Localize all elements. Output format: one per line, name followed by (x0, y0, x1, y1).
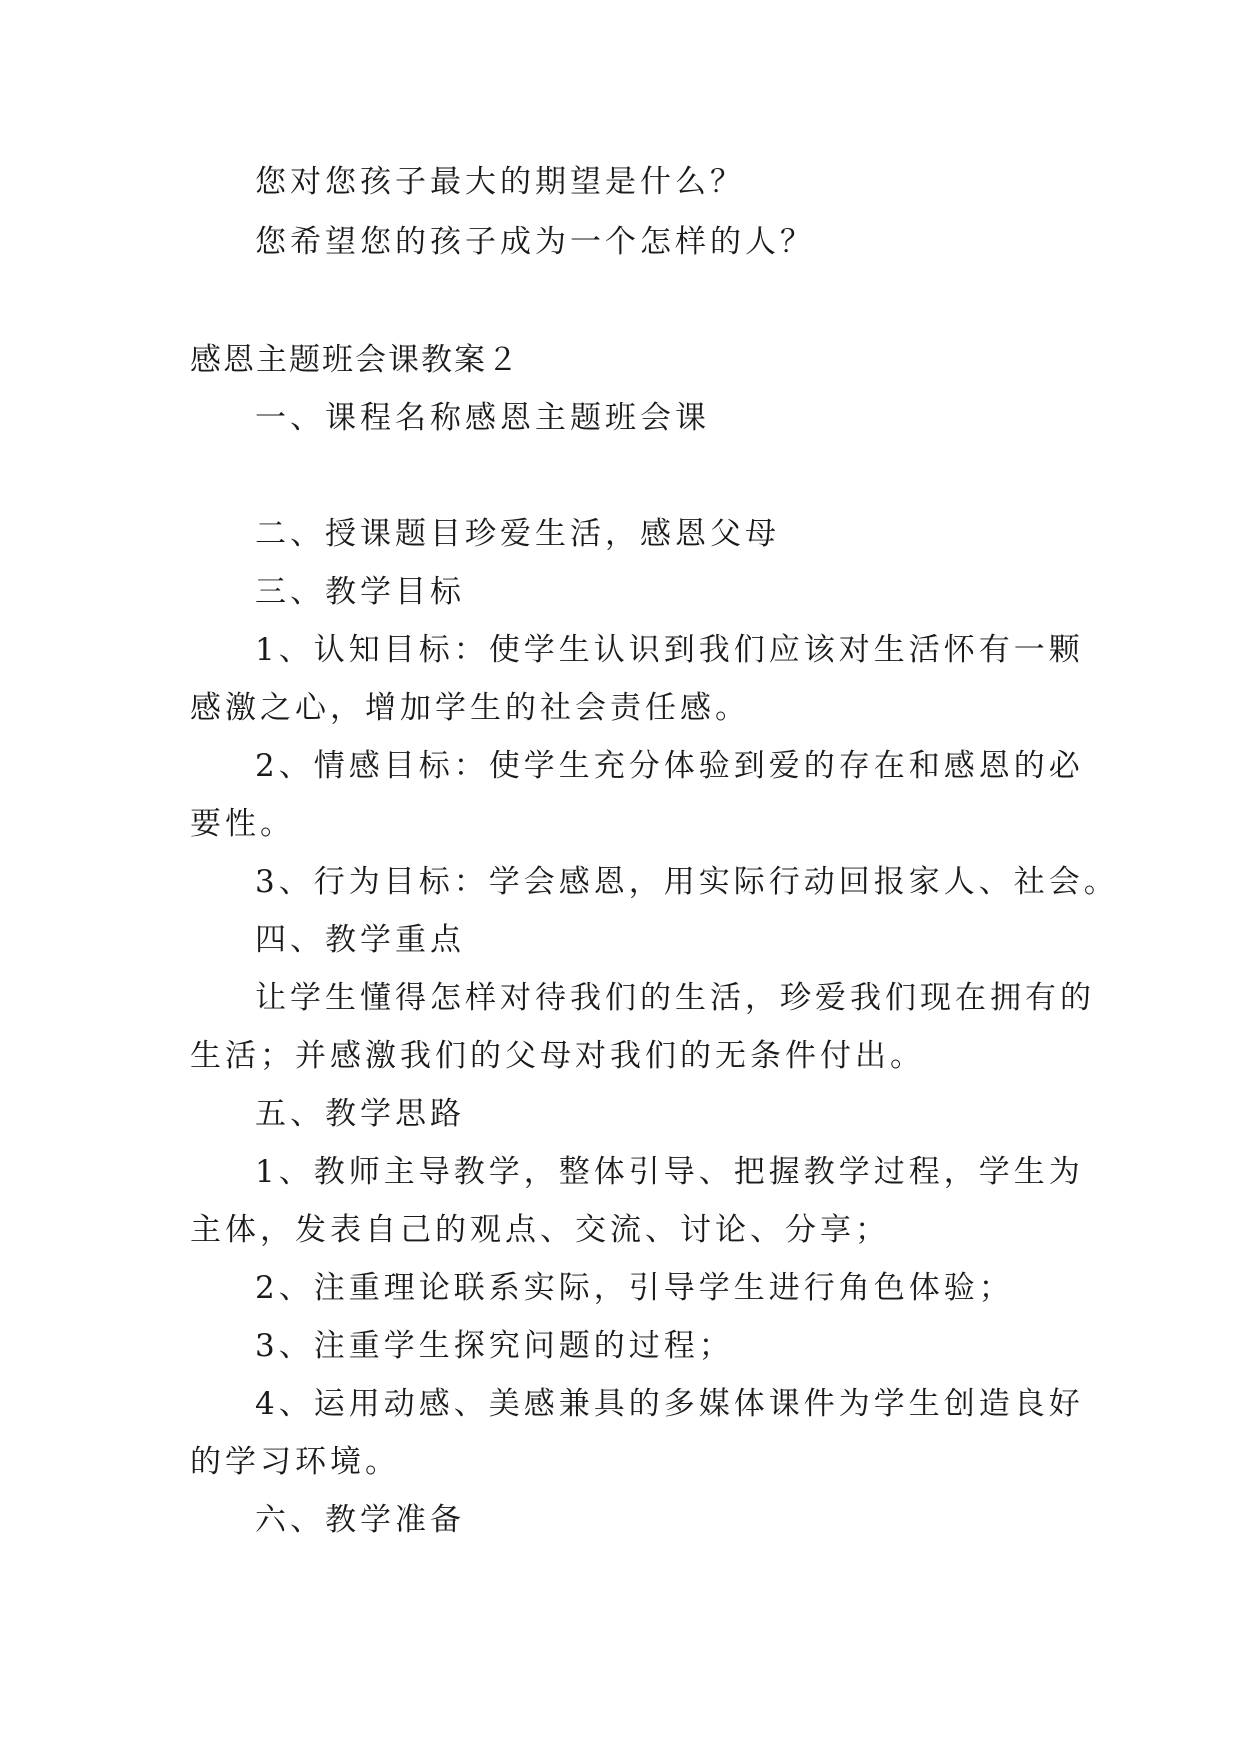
paragraph-line: 二、授课题目珍爱生活，感恩父母 (255, 516, 780, 552)
paragraph-line: 2、情感目标：使学生充分体验到爱的存在和感恩的必 (255, 748, 1084, 784)
paragraph-line: 1、认知目标：使学生认识到我们应该对生活怀有一颗 (255, 632, 1084, 668)
paragraph-line: 的学习环境。 (190, 1444, 400, 1480)
paragraph-line: 四、教学重点 (255, 922, 465, 958)
question-line: 您对您孩子最大的期望是什么？ (255, 164, 745, 200)
paragraph-line: 3、注重学生探究问题的过程； (255, 1328, 734, 1364)
paragraph-line: 五、教学思路 (255, 1096, 465, 1132)
paragraph-line: 1、教师主导教学，整体引导、把握教学过程，学生为 (255, 1154, 1084, 1190)
paragraph-line: 3、行为目标：学会感恩，用实际行动回报家人、社会。 (255, 864, 1119, 900)
paragraph-line: 感激之心，增加学生的社会责任感。 (190, 690, 750, 726)
paragraph-line: 2、注重理论联系实际，引导学生进行角色体验； (255, 1270, 1014, 1306)
paragraph-line: 4、运用动感、美感兼具的多媒体课件为学生创造良好 (255, 1386, 1084, 1422)
section-title: 感恩主题班会课教案２ (190, 342, 520, 378)
paragraph-line: 三、教学目标 (255, 574, 465, 610)
paragraph-line: 六、教学准备 (255, 1502, 465, 1538)
paragraph-line: 主体，发表自己的观点、交流、讨论、分享； (190, 1212, 890, 1248)
paragraph-line: 要性。 (190, 806, 295, 842)
paragraph-line: 生活；并感激我们的父母对我们的无条件付出。 (190, 1038, 925, 1074)
question-line: 您希望您的孩子成为一个怎样的人？ (255, 224, 815, 260)
paragraph-line: 让学生懂得怎样对待我们的生活，珍爱我们现在拥有的 (255, 980, 1095, 1016)
paragraph-line: 一、课程名称感恩主题班会课 (255, 400, 710, 436)
